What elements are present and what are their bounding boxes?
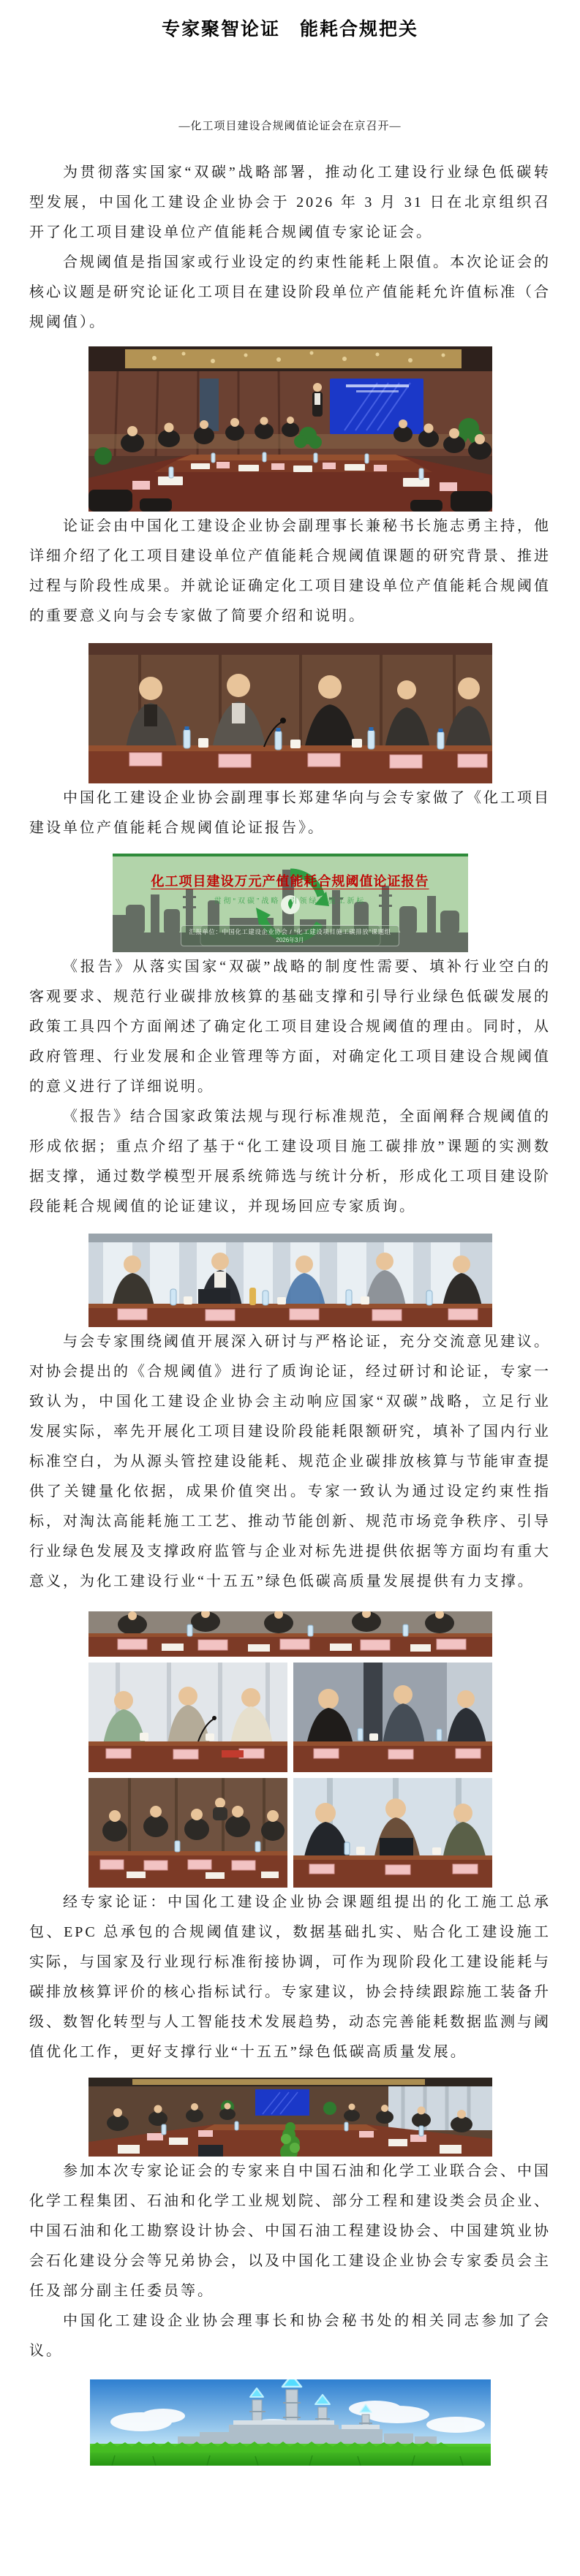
photo-grid-speaker-right (293, 1663, 492, 1772)
experts-row-illustration (88, 1234, 492, 1327)
photo-grid-laptop-speaker (293, 1778, 492, 1888)
paragraph-intro: 为贯彻落实国家“双碳”战略部署，推动化工建设行业绿色低碳转型发展，中国化工建设企业协会于 2026 年 3 月 31 日在北京组织召开了化工项目建设单位产值能耗合规阈值专家论证会。 (29, 164, 551, 240)
standing-presenter (312, 383, 323, 417)
attendees-illustration (88, 643, 492, 783)
slide-footer (113, 925, 468, 946)
photo-attendees-closeup (88, 643, 492, 783)
page-subtitle: —化工项目建设合规阈值论证会在京召开— (178, 121, 402, 132)
discussion-strip-illustration (88, 1611, 492, 1657)
photo-boardroom-garland (88, 2078, 492, 2157)
photo-meeting-room-overview (88, 346, 492, 512)
photo-grid-speaker-left (88, 1663, 287, 1772)
paragraph-expert-discussion: 与会专家围绕阈值开展深入研讨与严格论证，充分交流意见建议。对协会提出的《合规阈值》进行了质询论证，经过研讨和论证，专家一致认为，中国化工建设企业协会主动响应国家“双碳”战略，立足行业发展实际，率先开展化工项目建设阶段能耗限额研究，填补了国内行业标准空白，为从源头管控建设能耗、规范企业碳排放核算与节能审查提供了关键量化依据，成果价值突出。专家一致认为通过设定约束性指标，对淘汰高能耗施工工艺、推动节能创新、规范市场竞争秩序、引导行业绿色发展及支撑政府监管与企业对标先进提供依据等方面均有重大意义，为化工建设行业“十五五”绿色低碳高质量发展提供有力支撑。 (29, 1334, 551, 1589)
boardroom-illustration (88, 2078, 492, 2157)
laptop (198, 1289, 230, 1304)
photo-discussion-strip (88, 1611, 492, 1657)
paragraph-participants: 参加本次专家论证会的专家来自中国石油和化学工业联合会、中国化学工程集团、石油和化学工业规划院、部分工程和建设类会员企业、中国石油和化工勘察设计协会、中国石油工程建设协会、中国建筑业协会石化建设分会等兄弟协会，以及中国化工建设企业协会专家委员会主任及部分副主任委员等。 (29, 2163, 551, 2299)
photo-experts-row (88, 1234, 492, 1327)
page-title: 专家聚智论证 能耗合规把关 (161, 20, 418, 39)
meeting-room-illustration (88, 346, 492, 512)
slide-footer-date: 2026年3月 (276, 937, 304, 943)
paragraph-conclusion: 经专家论证：中国化工建设企业协会课题组提出的化工施工总承包、EPC 总承包的合规阈值建议，数据基础扎实、贴合化工建设施工实际，与国家及行业现行标准衔接协调，可作为现阶段化工建设能耗与碳排放核算评价的核心指标试行。专家建议，协会持续跟踪施工装备升级、数智化转型与人工智能技术发展趋势，动态完善能耗数据监测与阈值优化工作，更好支撑行业“十五五”绿色低碳高质量发展。 (29, 1894, 551, 2060)
slide-footer-org: 汇报单位：中国化工建设企业协会 / “化工建设项目施工碳排放”课题组 (189, 928, 391, 935)
slide-title: 化工项目建设万元产值能耗合规阈值论证报告 (151, 874, 429, 889)
paragraph-threshold-definition: 合规阈值是指国家或行业设定的约束性能耗上限值。本次论证会的核心议题是研究论证化工项目在建设阶段单位产值能耗允许值标准（合规阈值）。 (29, 254, 551, 330)
document-page (29, 0, 551, 2466)
paragraph-host: 论证会由中国化工建设企业协会副理事长兼秘书长施志勇主持，他详细介绍了化工项目建设单位产值能耗合规阈值课题的研究背景、推进过程与阶段性成果。并就论证确定化工项目建设单位产值能耗合规阈值的重要意义向与会专家做了简要介绍和说明。 (29, 518, 551, 624)
photo-plant-banner (90, 2379, 491, 2466)
report-cover-slide (113, 854, 468, 952)
paragraph-secretariat: 中国化工建设企业协会理事长和协会秘书处的相关同志参加了会议。 (29, 2313, 551, 2359)
laptop (380, 1838, 413, 1855)
photo-grid-panel-left (88, 1778, 287, 1888)
slide-tagline: 贯彻“双碳”战略 引领绿色施工新标 (214, 897, 366, 905)
paragraph-report-rationale: 《报告》从落实国家“双碳”战略的制度性需要、填补行业空白的客观要求、规范行业碳排放核算的基础支撑和引导行业绿色低碳发展的政策工具四个方面阐述了确定化工项目建设合规阈值的理由。同时，从政府管理、行业发展和企业管理等方面，对确定化工项目建设合规阈值的意义进行了详细说明。 (29, 959, 551, 1095)
plant-banner-illustration (90, 2379, 491, 2466)
photo-grid (88, 1663, 492, 1888)
paragraph-report-presenter: 中国化工建设企业协会副理事长郑建华向与会专家做了《化工项目建设单位产值能耗合规阈值论证报告》。 (29, 790, 551, 836)
paragraph-report-basis: 《报告》结合国家政策法规与现行标准规范，全面阐释合规阈值的形成依据；重点介绍了基于“化工建设项目施工碳排放”课题的实测数据支撑，通过数学模型开展系统筛选与统计分析，形成化工项目建设阶段能耗合规阈值的论证建议，并现场回应专家质询。 (29, 1109, 551, 1215)
